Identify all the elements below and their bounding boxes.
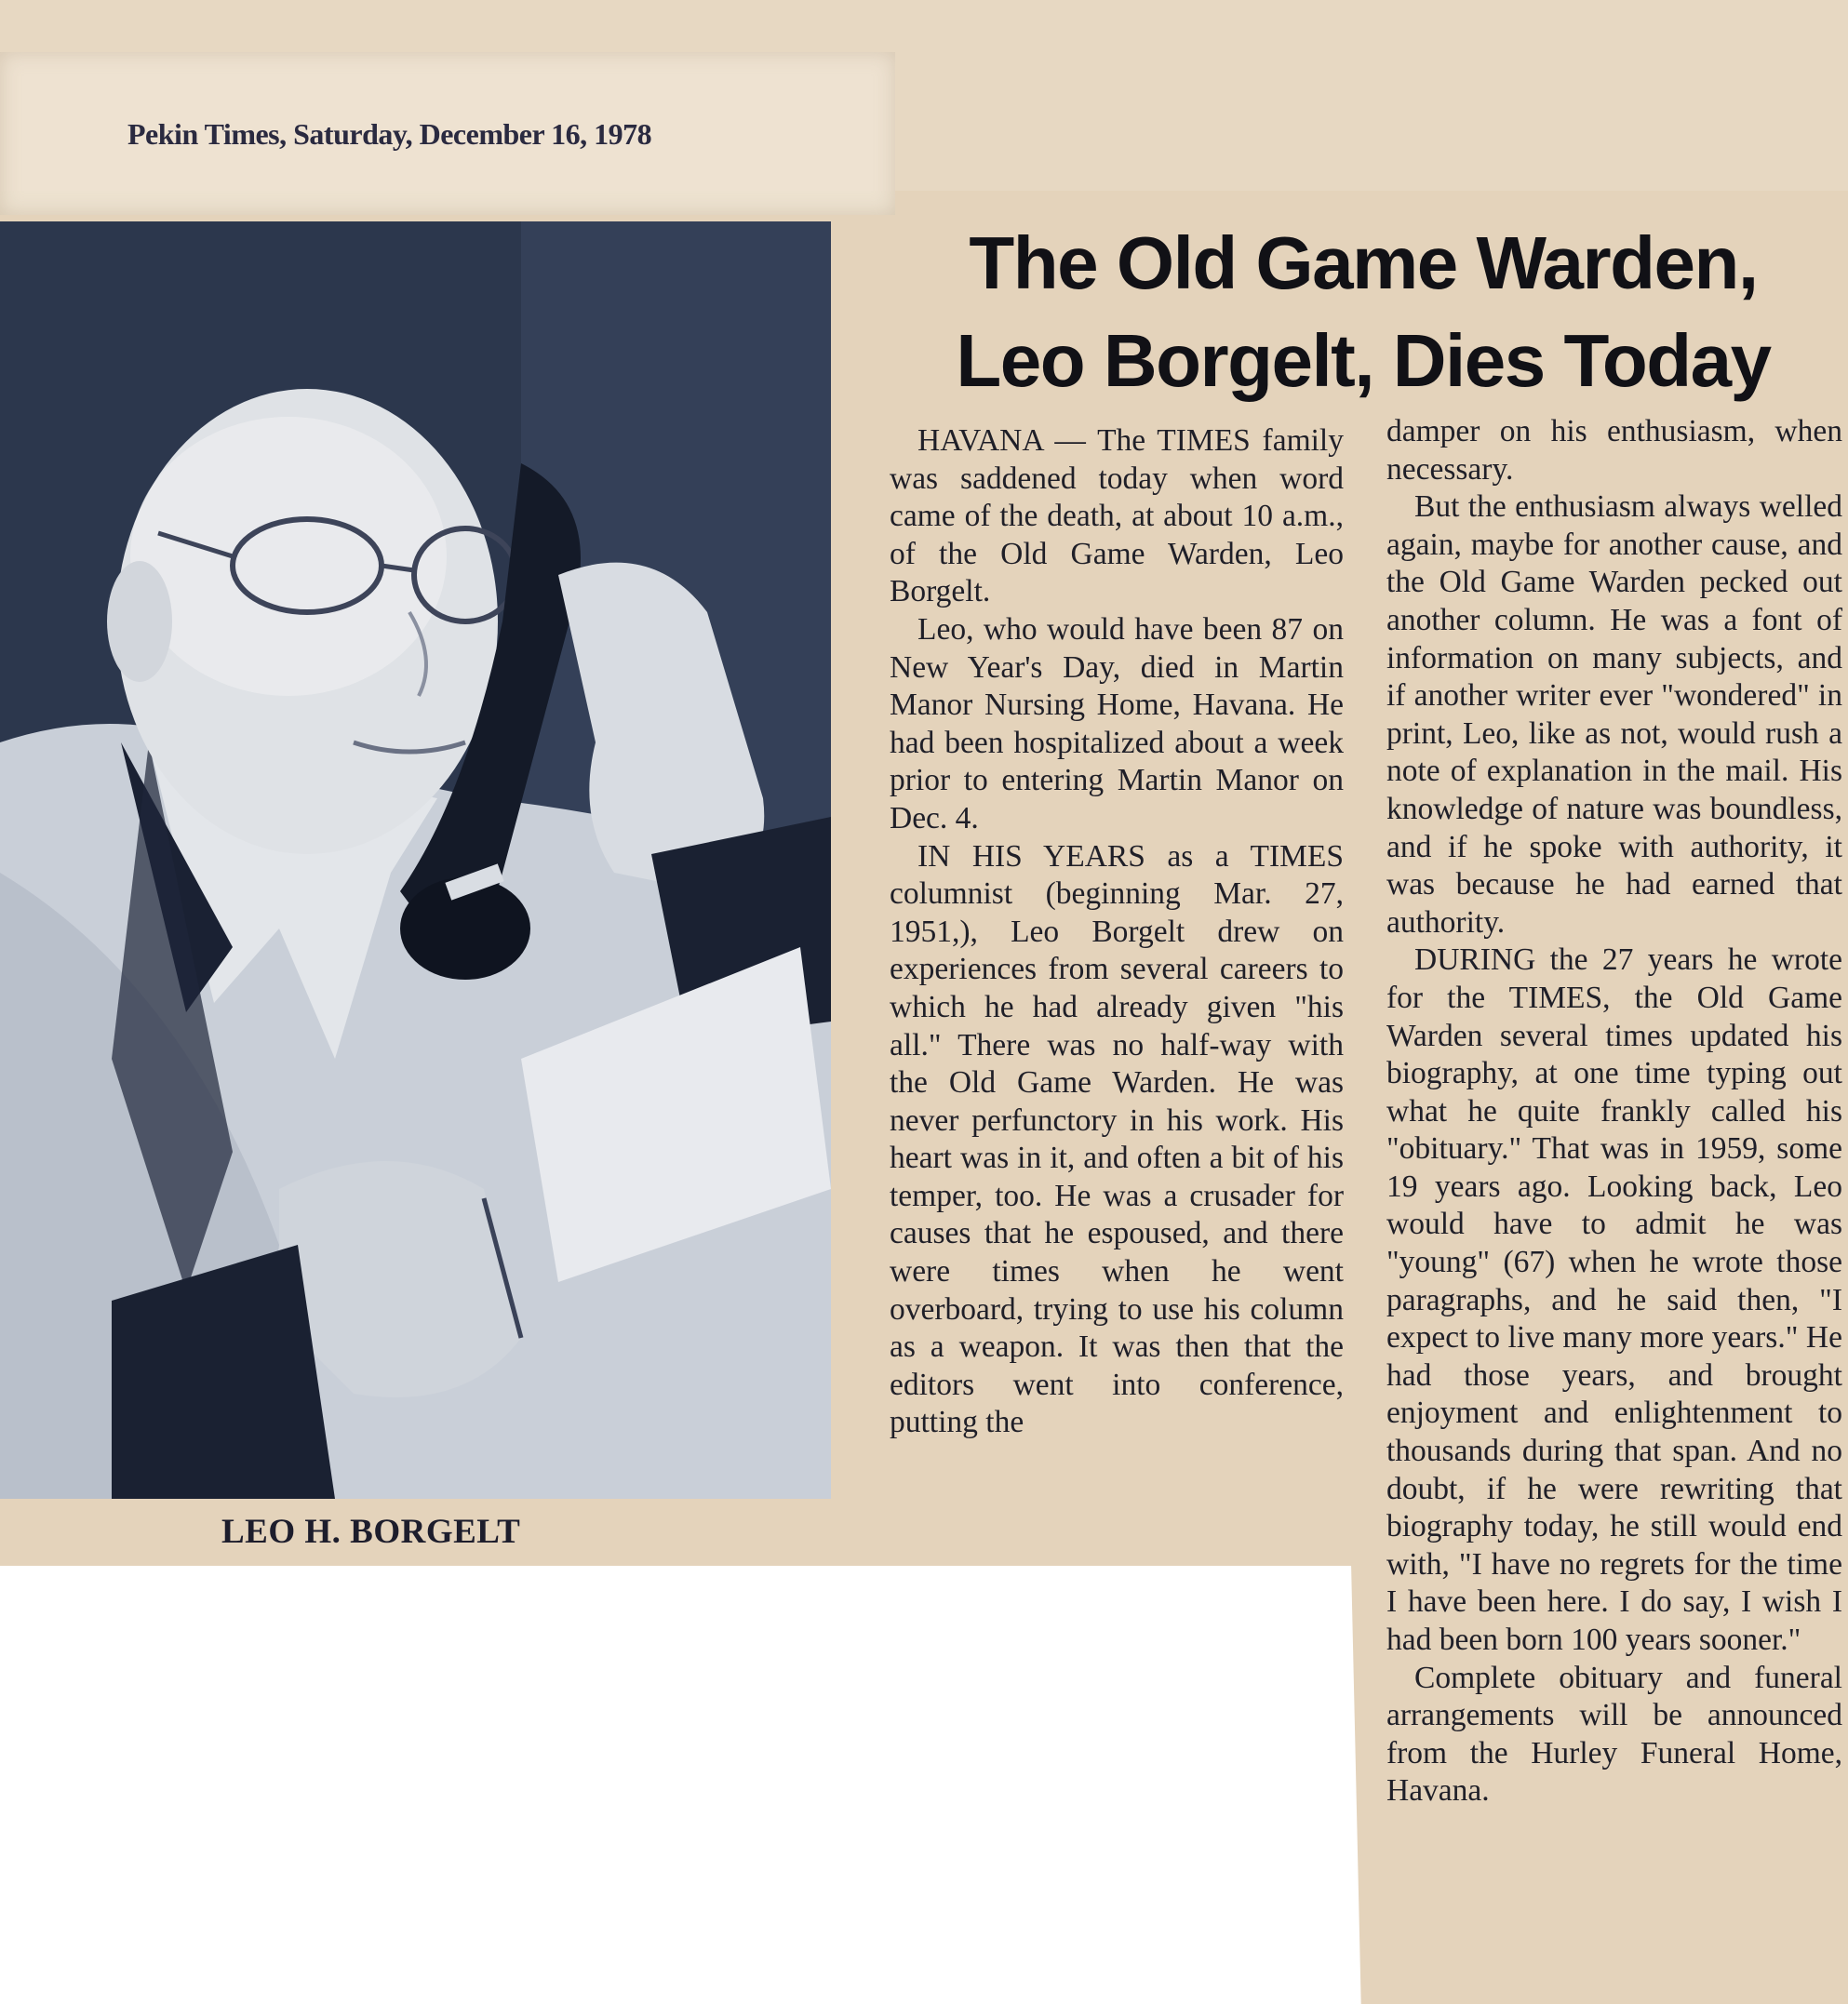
dateline: Pekin Times, Saturday, December 16, 1978 xyxy=(127,117,652,151)
portrait-illustration xyxy=(0,221,831,1499)
paragraph: DURING the 27 years he wrote for the TIMES, the Old Game Warden several times updated his biography, at one time typing out what he quite frankly called his "obituary." That was in 1959, some 19 years ago. Looking back, Leo would have to admit he was "young" (67) when he wrote those paragraphs, and he said then, "I expect to live many more years." He had those years, and brought enjoyment and enlightenment to thousands during that span. And no doubt, if he were rewriting that biography today, he still would end with, "I have no regrets for the time I have been here. I do say, I wish I had been born 100 years sooner." xyxy=(1386,942,1842,1657)
paragraph: Complete obituary and funeral arrangements will be announced from the Hurley Funeral Home, Havana. xyxy=(1386,1660,1842,1809)
photo-caption: LEO H. BORGELT xyxy=(221,1513,521,1551)
paragraph: But the enthusiasm always welled again, maybe for another cause, and the Old Game Warden pecked out another column. He was a font of information on many subjects, and if another writer ever "wondered" in print, Leo, like as not, would rush a note of explanation in the mail. His knowledge of nature was boundless, and if he spoke with authority, it was because he had earned that authority. xyxy=(1386,489,1842,940)
paragraph: Leo, who would have been 87 on New Year's Day, died in Martin Manor Nursing Home, Havana. He had been hospitalized about a week prior to entering Martin Manor on Dec. 4. xyxy=(890,611,1344,835)
article-column-2 xyxy=(1386,413,1842,1810)
paragraph: HAVANA — The TIMES family was saddened today when word came of the death, at about 10 a.m., of the Old Game Warden, Leo Borgelt. xyxy=(890,423,1344,609)
paragraph: damper on his enthusiasm, when necessary. xyxy=(1386,414,1842,487)
headline xyxy=(893,214,1833,409)
headline-line-2: Leo Borgelt, Dies Today xyxy=(956,319,1771,402)
paragraph: IN HIS YEARS as a TIMES columnist (beginning Mar. 27, 1951,), Leo Borgelt drew on experiences from several careers to which he had already given "his all." There was no half-way with the Old Game Warden. He was never perfunctory in his work. His heart was in it, and often a bit of his temper, too. He was a crusader for causes that he espoused, and there were times when he went overboard, trying to use his column as a weapon. It was then that the editors went into conference, putting the xyxy=(890,838,1344,1440)
article-column-1 xyxy=(890,422,1344,1442)
headline-line-1: The Old Game Warden, xyxy=(969,221,1758,304)
portrait-photo xyxy=(0,221,831,1499)
